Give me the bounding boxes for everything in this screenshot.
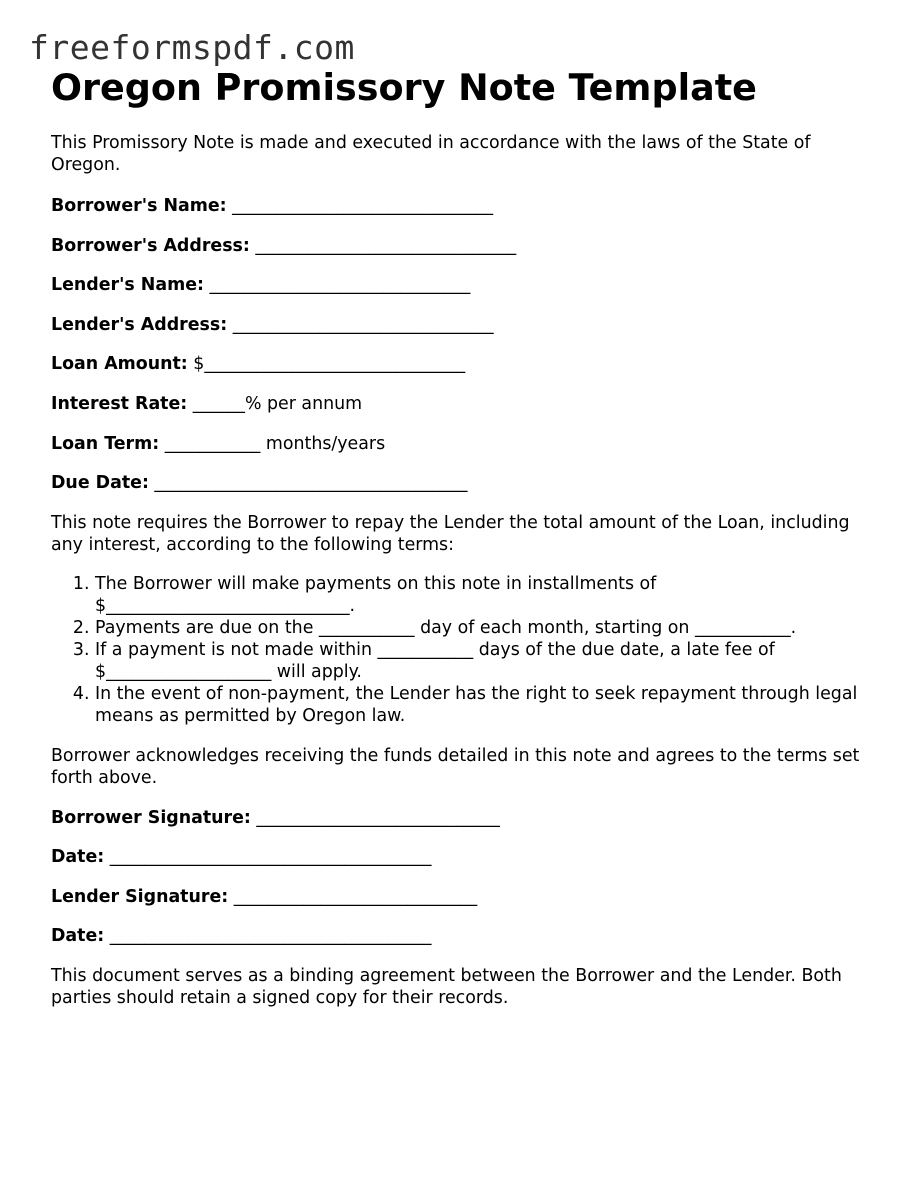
terms-list	[51, 573, 871, 727]
term-item: 4. In the event of non-payment, the Lender has the right to seek repayment through legal means as permitted by Oregon law.	[95, 683, 871, 727]
loan-amount-field[interactable]	[51, 353, 871, 375]
field-blank[interactable]: $______________________________	[187, 354, 466, 375]
signature-blank[interactable]: ____________________________	[250, 807, 500, 828]
loan-term-field[interactable]	[51, 433, 871, 455]
borrower-signature-field[interactable]	[51, 807, 871, 829]
page-title: Oregon Promissory Note Template	[51, 66, 757, 109]
field-blank[interactable]: ______________________________	[249, 235, 517, 256]
field-blank[interactable]: ______% per annum	[187, 393, 363, 414]
intro-paragraph: This Promissory Note is made and executed in accordance with the laws of the State of Oregon.	[51, 133, 811, 175]
term-item: 3. If a payment is not made within ___________ days of the due date, a late fee of $___________________ will apply.	[95, 639, 871, 683]
closing-paragraph: This document serves as a binding agreement between the Borrower and the Lender. Both parties should retain a signed copy for their records.	[51, 965, 842, 1008]
term-item: 2. Payments are due on the ___________ day of each month, starting on ___________.	[95, 617, 871, 639]
acknowledgment-paragraph: Borrower acknowledges receiving the funds detailed in this note and agrees to the terms set forth above.	[51, 745, 860, 788]
date-blank[interactable]: _____________________________________	[104, 926, 432, 947]
site-watermark: freeformspdf.com	[29, 28, 355, 67]
interest-rate-field[interactable]	[51, 393, 871, 415]
field-label: Borrower's Address:	[51, 235, 250, 256]
due-date-field[interactable]	[51, 472, 871, 494]
field-blank[interactable]: ___________ months/years	[159, 433, 386, 454]
lender-address-field[interactable]	[51, 314, 871, 336]
borrower-name-field[interactable]	[51, 195, 871, 217]
lender-name-field[interactable]	[51, 274, 871, 296]
field-label: Due Date:	[51, 473, 149, 494]
lender-date-field[interactable]	[51, 925, 871, 947]
field-blank[interactable]: ______________________________	[227, 314, 494, 335]
lender-signature-field[interactable]	[51, 886, 871, 908]
field-label: Lender Signature:	[51, 886, 229, 907]
field-label: Borrower Signature:	[51, 807, 251, 828]
terms-intro-paragraph: This note requires the Borrower to repay the Lender the total amount of the Loan, including any interest, according to the following terms:	[51, 512, 850, 555]
field-label: Lender's Name:	[51, 275, 204, 296]
borrower-date-field[interactable]	[51, 846, 871, 868]
date-blank[interactable]: _____________________________________	[104, 847, 432, 868]
signature-blank[interactable]: ____________________________	[228, 886, 478, 907]
field-label: Loan Amount:	[51, 354, 188, 375]
field-label: Borrower's Name:	[51, 196, 227, 216]
field-blank[interactable]: ______________________________	[203, 275, 471, 296]
document-body	[51, 64, 871, 1009]
term-item: 1. The Borrower will make payments on this note in installments of $____________________________.	[95, 573, 871, 617]
field-blank[interactable]: ______________________________	[226, 196, 494, 216]
field-label: Date:	[51, 847, 105, 868]
borrower-address-field[interactable]	[51, 235, 871, 257]
field-blank[interactable]: ____________________________________	[148, 473, 468, 494]
field-label: Loan Term:	[51, 433, 160, 454]
field-label: Interest Rate:	[51, 393, 188, 414]
field-label: Date:	[51, 926, 105, 947]
field-label: Lender's Address:	[51, 314, 228, 335]
